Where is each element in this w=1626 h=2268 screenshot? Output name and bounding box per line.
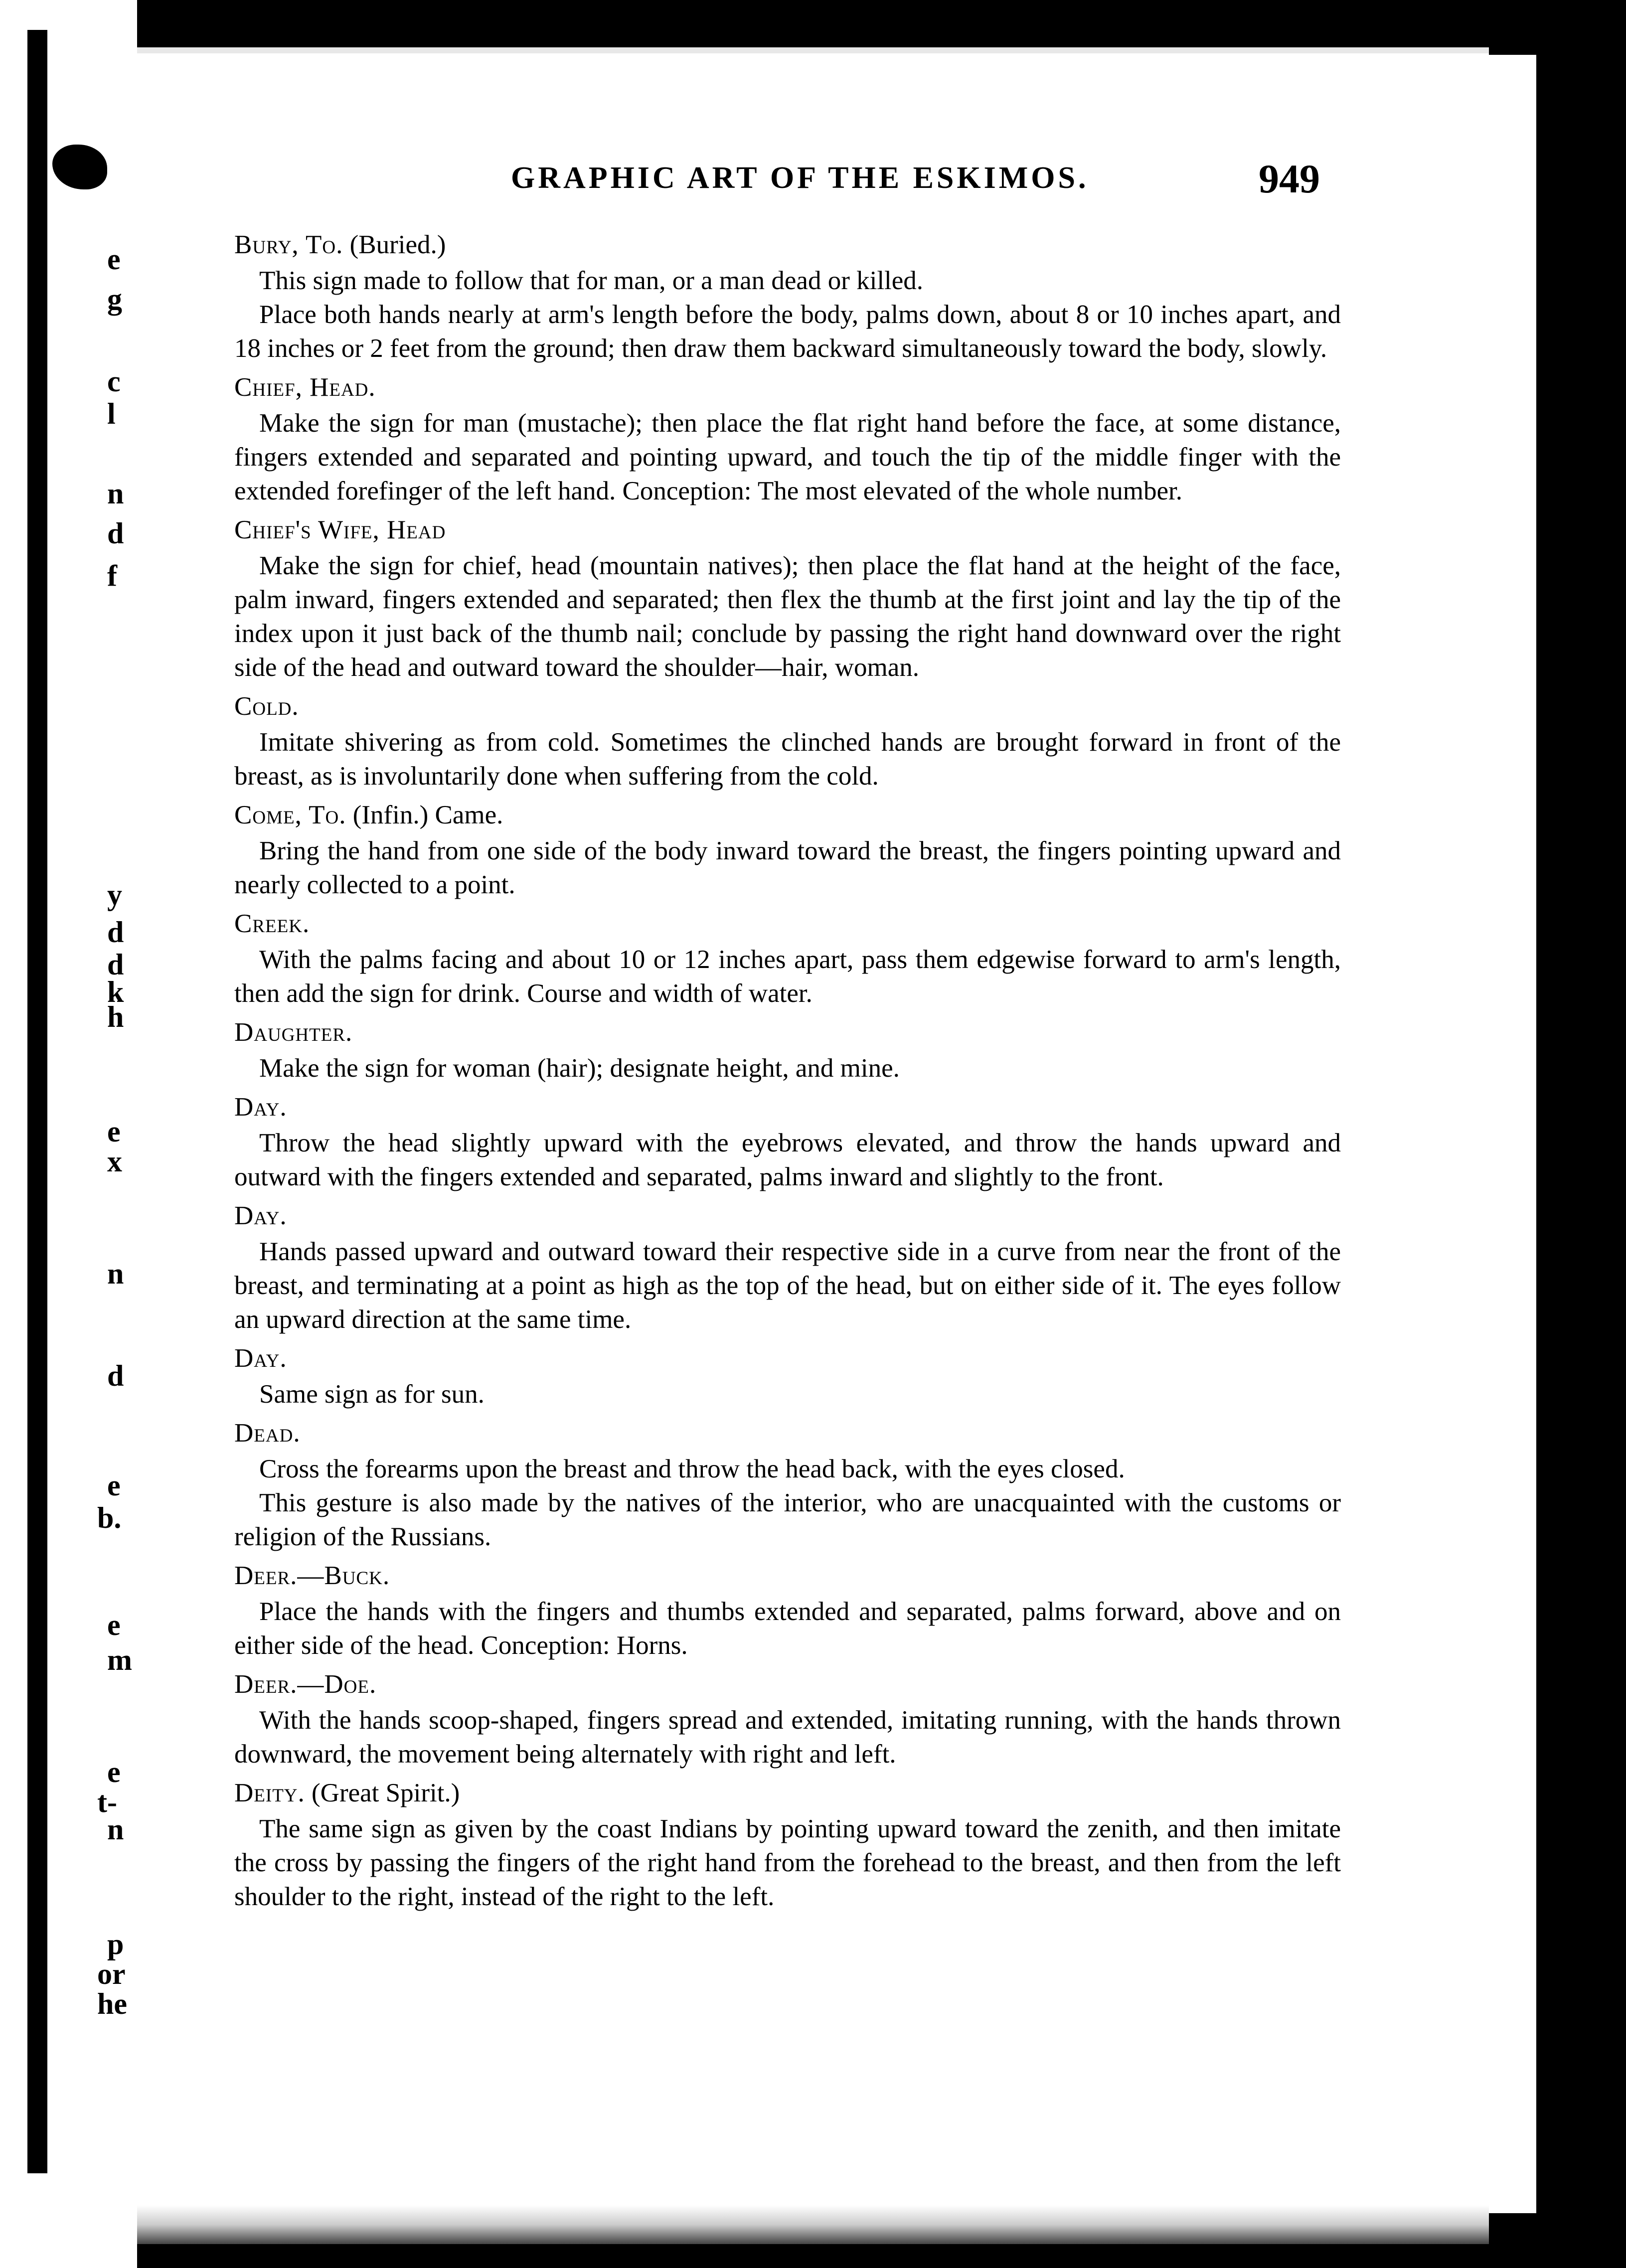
dictionary-entry xyxy=(234,1776,1341,1914)
margin-fragment: e xyxy=(107,1115,121,1148)
entry-paragraph: This sign made to follow that for man, or a man dead or killed. xyxy=(259,266,924,295)
margin-fragment: x xyxy=(107,1145,122,1178)
entry-paragraph: This gesture is also made by the natives of the interior, who are unacquainted with the customs or religion of the Russians. xyxy=(234,1488,1341,1551)
margin-fragment: or xyxy=(97,1957,126,1990)
page-number: 949 xyxy=(1259,156,1320,201)
entry-term xyxy=(234,513,1341,547)
dictionary-entry xyxy=(234,907,1341,1010)
margin-fragment: c xyxy=(107,365,121,398)
dictionary-entry xyxy=(234,689,1341,793)
dictionary-entry xyxy=(234,1341,1341,1411)
entry-paragraph: With the hands scoop-shaped, fingers spread and extended, imitating running, with the hands thrown downward, the movement being alternately with right and left. xyxy=(234,1706,1341,1769)
margin-fragment: d xyxy=(107,916,124,949)
entry-headword-note: (Infin.) Came. xyxy=(346,801,503,829)
entry-headword: Day. xyxy=(234,1201,287,1230)
entry-headword: Come, To. xyxy=(234,801,346,829)
entry-paragraph: Place the hands with the fingers and thumbs extended and separated, palms forward, above and on either side of the head. Conception: Horns. xyxy=(234,1597,1341,1660)
running-title: GRAPHIC ART OF THE ESKIMOS. xyxy=(511,161,1089,195)
entry-term xyxy=(234,907,1341,941)
dictionary-entry xyxy=(234,228,1341,365)
entry-headword: Deer.—Buck. xyxy=(234,1561,390,1590)
margin-fragment: d xyxy=(107,517,124,550)
margin-fragment: d xyxy=(107,1359,124,1392)
margin-fragment: y xyxy=(107,878,122,911)
entry-term xyxy=(234,798,1341,832)
book-page xyxy=(137,47,1489,2244)
entry-term xyxy=(234,1416,1341,1450)
entry-term xyxy=(234,1015,1341,1049)
dictionary-entries xyxy=(234,228,1341,1919)
entry-headword: Day. xyxy=(234,1344,287,1373)
entry-term xyxy=(234,370,1341,404)
dictionary-entry xyxy=(234,1416,1341,1554)
margin-fragment: e xyxy=(107,1756,121,1788)
entry-headword-note: (Buried.) xyxy=(343,230,446,259)
entry-paragraph: Cross the forearms upon the breast and throw the head back, with the eyes closed. xyxy=(259,1455,1125,1483)
page-header xyxy=(137,156,1489,210)
margin-fragment: n xyxy=(107,1257,124,1290)
entry-headword: Deity. xyxy=(234,1779,305,1807)
entry-headword: Creek. xyxy=(234,909,310,938)
dictionary-entry xyxy=(234,370,1341,508)
margin-fragment: e xyxy=(107,1609,121,1641)
entry-paragraph: The same sign as given by the coast Indians by pointing upward toward the zenith, and then imitate the cross by passing the fingers of the right hand from the forehead to the breast, and then from the left shoulder to the right, instead of the right to the left. xyxy=(234,1814,1341,1911)
margin-fragment: p xyxy=(107,1928,124,1960)
dictionary-entry xyxy=(234,1199,1341,1336)
entry-term xyxy=(234,1667,1341,1701)
entry-term xyxy=(234,1776,1341,1810)
entry-paragraph: Bring the hand from one side of the body inward toward the breast, the fingers pointing upward and nearly collected to a point. xyxy=(234,836,1341,899)
previous-page-edge xyxy=(0,0,137,2268)
entry-headword: Bury, To. xyxy=(234,230,343,259)
margin-fragment: g xyxy=(107,283,122,316)
margin-fragment: n xyxy=(107,477,124,510)
entry-paragraph: Same sign as for sun. xyxy=(259,1380,485,1409)
entry-paragraph: Imitate shivering as from cold. Sometimes the clinched hands are brought forward in front of the breast, as is involuntarily done when suffering from the cold. xyxy=(234,728,1341,791)
entry-headword: Chief, Head. xyxy=(234,373,376,402)
entry-headword: Chief's Wife, Head xyxy=(234,515,446,544)
entry-paragraph: Throw the head slightly upward with the eyebrows elevated, and throw the hands upward and outward with the fingers extended and separated, palms inward and slightly to the front. xyxy=(234,1129,1341,1191)
entry-paragraph: With the palms facing and about 10 or 12 inches apart, pass them edgewise forward to arm's length, then add the sign for drink. Course and width of water. xyxy=(234,945,1341,1008)
margin-fragment: e xyxy=(107,243,121,276)
margin-fragment: f xyxy=(107,559,117,592)
margin-fragment: l xyxy=(107,397,116,430)
right-page-edge xyxy=(1489,55,1536,2213)
margin-fragment: t- xyxy=(97,1785,117,1818)
margin-fragment: e xyxy=(107,1469,121,1502)
entry-headword: Day. xyxy=(234,1093,287,1122)
entry-term xyxy=(234,689,1341,723)
margin-fragment: he xyxy=(97,1987,127,2020)
dictionary-entry xyxy=(234,513,1341,684)
dictionary-entry xyxy=(234,1090,1341,1194)
margin-fragment: b. xyxy=(97,1501,122,1534)
entry-headword: Cold. xyxy=(234,692,299,721)
entry-term xyxy=(234,1090,1341,1124)
entry-paragraph: Make the sign for woman (hair); designate height, and mine. xyxy=(259,1054,900,1083)
dictionary-entry xyxy=(234,798,1341,902)
entry-headword-note: (Great Spirit.) xyxy=(305,1779,460,1807)
dictionary-entry xyxy=(234,1559,1341,1662)
margin-fragment: d xyxy=(107,948,124,981)
margin-fragment: n xyxy=(107,1813,124,1846)
entry-paragraph: Make the sign for man (mustache); then place the flat right hand before the face, at some distance, fingers extended and separated and pointing upward, and touch the tip of the middle finger with the extended forefinger of the left hand. Conception: The most elevated of the whole number. xyxy=(234,409,1341,505)
entry-term xyxy=(234,1559,1341,1593)
entry-term xyxy=(234,1199,1341,1233)
dictionary-entry xyxy=(234,1667,1341,1771)
margin-fragment: h xyxy=(107,1000,124,1033)
dictionary-entry xyxy=(234,1015,1341,1085)
margin-fragment: m xyxy=(107,1643,132,1676)
entry-term xyxy=(234,1341,1341,1375)
entry-headword: Deer.—Doe. xyxy=(234,1670,377,1699)
ink-blot xyxy=(52,145,107,189)
page-gutter-shadow xyxy=(27,30,47,2173)
entry-headword: Dead. xyxy=(234,1419,301,1448)
entry-term xyxy=(234,228,1341,262)
entry-paragraph: Place both hands nearly at arm's length before the body, palms down, about 8 or 10 inches apart, and 18 inches or 2 feet from the ground; then draw them backward simultaneously toward the body, slowly. xyxy=(234,300,1341,363)
margin-fragment: k xyxy=(107,975,124,1008)
entry-paragraph: Make the sign for chief, head (mountain natives); then place the flat hand at the height of the face, palm inward, fingers extended and separated; then flex the thumb at the first joint and lay the tip of the index upon it just back of the thumb nail; conclude by passing the right hand downward over the right side of the head and outward toward the shoulder—hair, woman. xyxy=(234,551,1341,682)
entry-headword: Daughter. xyxy=(234,1018,353,1047)
scan-noise-bottom xyxy=(137,2179,1489,2244)
entry-paragraph: Hands passed upward and outward toward their respective side in a curve from near the front of the breast, and terminating at a point as high as the top of the head, but on either side of it. The eyes follow an upward direction at the same time. xyxy=(234,1237,1341,1334)
